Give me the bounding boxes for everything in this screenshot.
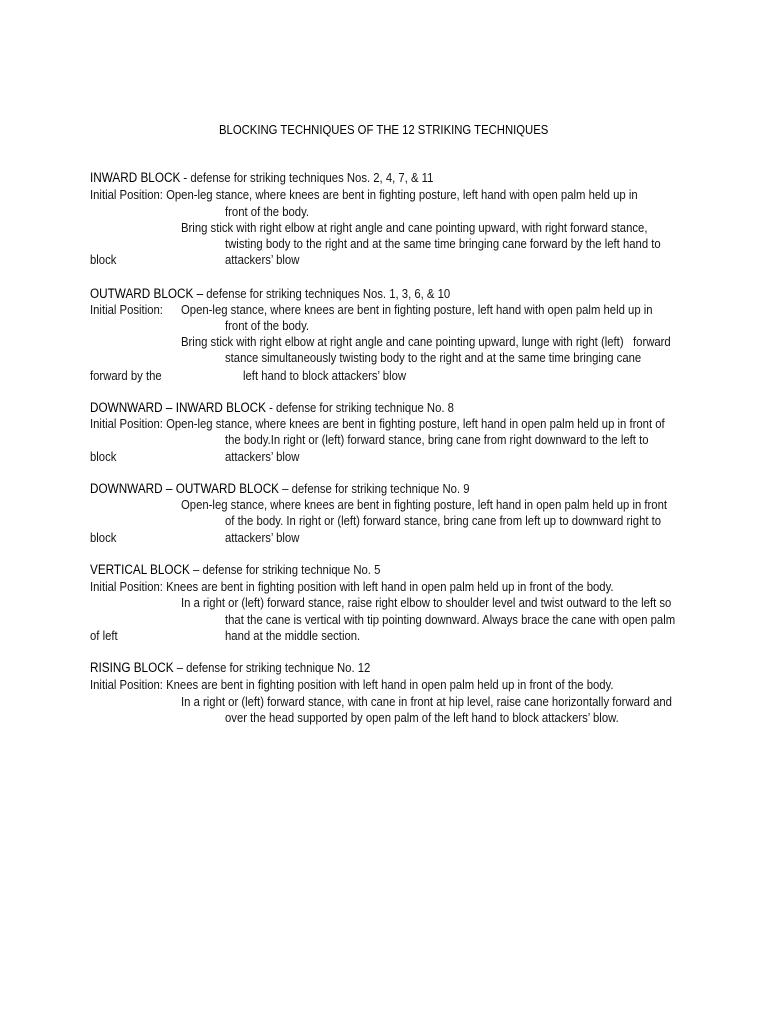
document-title: BLOCKING TECHNIQUES OF THE 12 STRIKING TECHNIQUES (219, 122, 549, 137)
section-heading-title: INWARD BLOCK (90, 170, 181, 185)
paragraph-line: of the body. In right or (left) forward stance, bring cane from left up to downward right to (225, 513, 662, 528)
section-heading-title: DOWNWARD – OUTWARD BLOCK (90, 481, 280, 496)
paragraph-line: that the cane is vertical with tip pointing downward. Always brace the cane with open palm (225, 612, 676, 627)
section-heading-outward-block (90, 286, 450, 302)
paragraph-line: twisting body to the right and at the same time bringing cane forward by the left hand to (225, 236, 661, 251)
section-heading-description: defense for striking techniques Nos. 1, 3, 6, & 10 (203, 286, 451, 301)
paragraph-line: hand at the middle section. (225, 628, 361, 643)
paragraph-line: the body.In right or (left) forward stance, bring cane from right downward to the left to (225, 432, 649, 447)
paragraph-line: over the head supported by open palm of the left hand to block attackers’ blow. (225, 710, 619, 725)
paragraph-line: Initial Position: Knees are bent in fighting position with left hand in open palm held up in front of the body. (90, 579, 614, 594)
section-heading-title: VERTICAL BLOCK (90, 562, 190, 577)
paragraph-line: block (90, 252, 117, 267)
paragraph-line: In a right or (left) forward stance, raise right elbow to shoulder level and twist outward to the left so (181, 595, 672, 610)
section-heading-downward-inward-block (90, 400, 454, 416)
section-heading-description: – defense for striking technique No. 5 (189, 562, 381, 577)
paragraph-line: left hand to block attackers’ blow (243, 368, 407, 383)
paragraph-line: attackers’ blow (225, 530, 300, 545)
section-heading-rising-block (90, 660, 370, 676)
paragraph-line: Initial Position: Open-leg stance, where knees are bent in fighting posture, left hand with open palm held up in (90, 187, 638, 202)
paragraph-line: Open-leg stance, where knees are bent in fighting posture, left hand in open palm held up in front (181, 497, 668, 512)
paragraph-line: attackers’ blow (225, 252, 300, 267)
paragraph-line: stance simultaneously twisting body to the right and at the same time bringing cane (225, 350, 642, 365)
section-heading-description: - defense for striking techniques Nos. 2, 4, 7, & 11 (180, 170, 434, 185)
paragraph-line: forward by the (90, 368, 162, 383)
paragraph-line: block (90, 530, 117, 545)
section-heading-inward-block (90, 170, 433, 186)
section-heading-description: – defense for striking technique No. 12 (173, 660, 371, 675)
paragraph-line: attackers’ blow (225, 449, 300, 464)
section-heading-description: - defense for striking technique No. 8 (265, 400, 454, 415)
section-heading-title: RISING BLOCK (90, 660, 174, 675)
paragraph-line: of left (90, 628, 118, 643)
section-heading-title: DOWNWARD – INWARD BLOCK (90, 400, 266, 415)
section-heading-downward-outward-block (90, 481, 470, 497)
paragraph-line: Bring stick with right elbow at right angle and cane pointing upward, lunge with right (left) forward (181, 334, 671, 349)
paragraph-line: Initial Position: (90, 302, 163, 317)
section-heading-title: OUTWARD BLOCK – (90, 286, 204, 301)
section-heading-vertical-block (90, 562, 380, 578)
paragraph-line: Initial Position: Knees are bent in fighting position with left hand in open palm held up in front of the body. (90, 677, 614, 692)
section-heading-description: – defense for striking technique No. 9 (279, 481, 470, 496)
paragraph-line: Open-leg stance, where knees are bent in fighting posture, left hand with open palm held up in (181, 302, 653, 317)
paragraph-line: Bring stick with right elbow at right angle and cane pointing upward, with right forward stance, (181, 220, 648, 235)
paragraph-line: front of the body. (225, 318, 310, 333)
paragraph-line: In a right or (left) forward stance, with cane in front at hip level, raise cane horizontally forward and (181, 694, 672, 709)
paragraph-line: Initial Position: Open-leg stance, where knees are bent in fighting posture, left hand in open palm held up in front of (90, 416, 665, 431)
paragraph-line: block (90, 449, 117, 464)
paragraph-line: front of the body. (225, 204, 310, 219)
